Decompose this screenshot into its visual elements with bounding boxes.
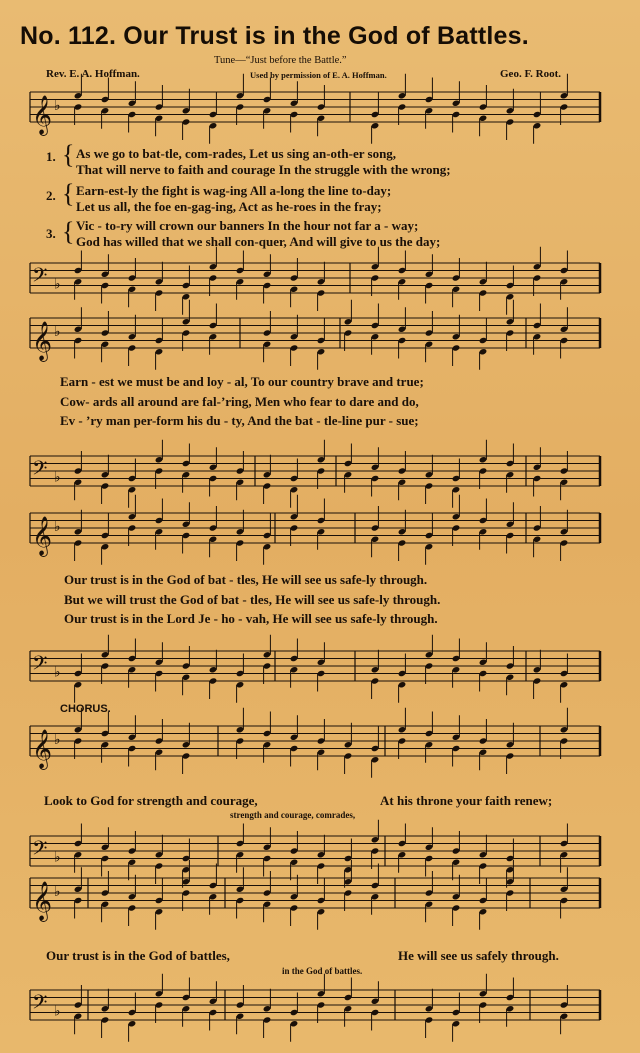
author-credit: Rev. E. A. Hoffman. (46, 68, 140, 80)
verse-brace: { (62, 217, 75, 246)
svg-text:𝄢: 𝄢 (32, 990, 48, 1019)
svg-text:𝄢: 𝄢 (32, 836, 48, 865)
svg-text:♭: ♭ (54, 664, 61, 681)
verse-brace: { (62, 179, 75, 208)
svg-text:♭: ♭ (54, 519, 61, 535)
svg-text:𝄞: 𝄞 (32, 881, 53, 921)
verse-number-1: 1. (46, 149, 56, 164)
svg-text:𝄞: 𝄞 (32, 516, 53, 556)
lyric-line: God has willed that we shall con-quer, And will give to us the day; (76, 234, 441, 249)
svg-text:♭: ♭ (54, 732, 61, 748)
lyric-line: Earn-est-ly the fight is wag-ing All a-long the line to-day; (76, 183, 392, 198)
lyric-line: Our trust is in the God of bat - tles, He will see us safe-ly through. (64, 572, 428, 587)
svg-text:𝄢: 𝄢 (32, 651, 48, 680)
lyric-line: That will nerve to faith and courage In the struggle with the wrong; (76, 162, 451, 177)
svg-text:𝄞: 𝄞 (32, 95, 53, 135)
permission-note: Used by permission of E. A. Hoffman. (250, 70, 387, 80)
svg-text:♭: ♭ (54, 324, 61, 340)
svg-text:𝄞: 𝄞 (32, 321, 53, 361)
svg-text:♭: ♭ (54, 469, 61, 486)
chorus-lyric: Look to God for strength and courage, (44, 793, 258, 808)
composer-credit: Geo. F. Root. (500, 68, 562, 80)
chorus-lyric: He will see us safely through. (398, 948, 559, 963)
svg-text:𝄢: 𝄢 (32, 456, 48, 485)
svg-text:♭: ♭ (54, 276, 61, 293)
hymn-title: No. 112. Our Trust is in the God of Battles. (20, 22, 529, 50)
lyric-line: But we will trust the God of bat - tles, He will see us safe-ly through. (64, 592, 441, 607)
lyric-line: Let us all, the foe en-gag-ing, Act as he-roes in the fray; (76, 199, 382, 214)
svg-text:♭: ♭ (54, 1003, 61, 1020)
svg-text:♭: ♭ (54, 884, 61, 900)
chorus-lyric: Our trust is in the God of battles, (46, 948, 230, 963)
svg-text:♭: ♭ (54, 98, 61, 114)
chorus-bass-lyric: in the God of battles. (282, 966, 363, 976)
lyric-line: Cow- ards all around are fal-’ring, Men who fear to dare and do, (60, 394, 419, 409)
chorus-bass-lyric: strength and courage, comrades, (230, 810, 356, 820)
lyric-line: As we go to bat-tle, com-rades, Let us sing an-oth-er song, (76, 146, 397, 161)
verse-number-2: 2. (46, 188, 56, 203)
svg-text:♭: ♭ (54, 849, 61, 866)
lyric-line: Ev - ’ry man per-form his du - ty, And the bat - tle-line pur - sue; (60, 413, 419, 428)
lyric-line: Our trust is in the Lord Je - ho - vah, He will see us safe-ly through. (64, 611, 438, 626)
svg-text:𝄞: 𝄞 (32, 729, 53, 769)
chorus-lyric: At his throne your faith renew; (380, 793, 553, 808)
chorus-label: CHORUS. (60, 703, 111, 715)
lyric-line: Earn - est we must be and loy - al, To our country brave and true; (60, 374, 424, 389)
tune-credit: Tune—“Just before the Battle.” (214, 55, 347, 66)
lyric-line: Vic - to-ry will crown our banners In the hour not far a - way; (76, 218, 419, 233)
svg-text:𝄢: 𝄢 (32, 263, 48, 292)
verse-number-3: 3. (46, 226, 56, 241)
verse-brace: { (62, 140, 75, 169)
